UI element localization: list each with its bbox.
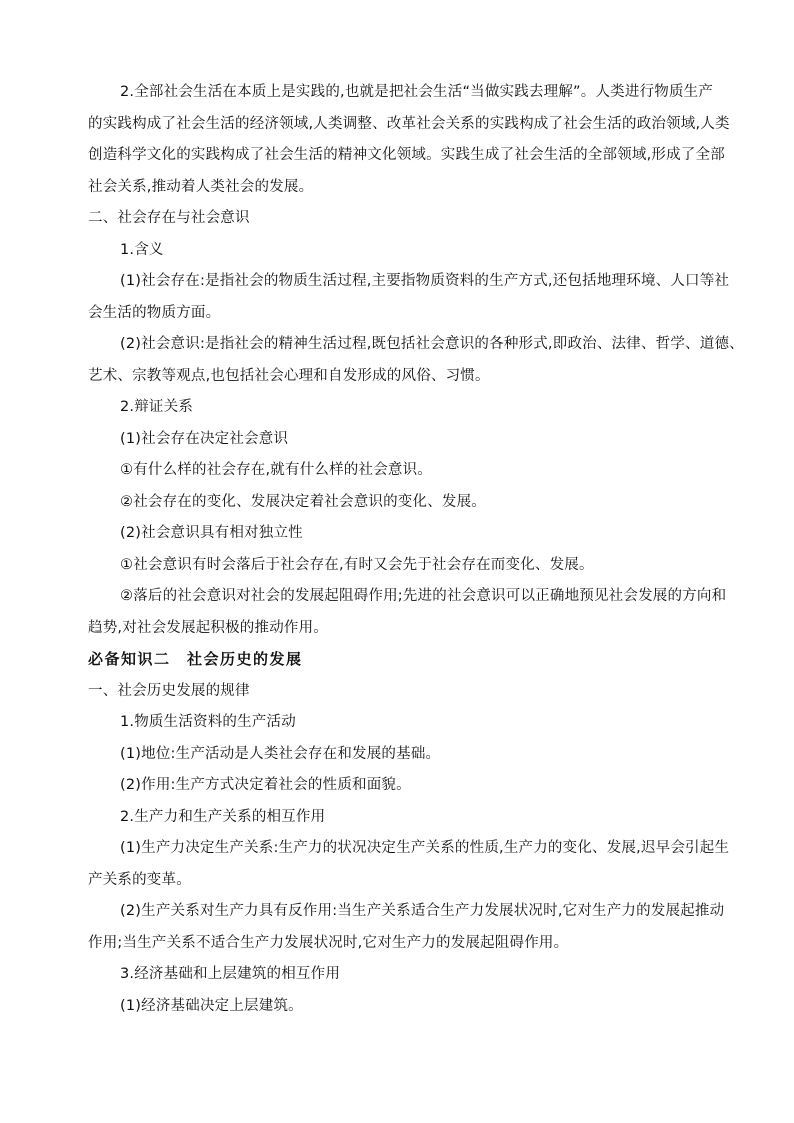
paragraph-line: 趋势,对社会发展起积极的推动作用。 bbox=[88, 620, 329, 636]
paragraph-line: 创造科学文化的实践构成了社会生活的精神文化领域。实践生成了社会生活的全部领域,形成了全部 bbox=[88, 147, 725, 163]
knowledge-heading: 必备知识二 社会历史的发展 bbox=[88, 650, 303, 668]
paragraph-line: (1)社会存在决定社会意识 bbox=[120, 431, 289, 447]
paragraph-line: (2)社会意识:是指社会的精神生活过程,既包括社会意识的各种形式,即政治、法律、哲学、道德、 bbox=[120, 336, 744, 352]
paragraph-line: 的实践构成了社会生活的经济领域,人类调整、改革社会关系的实践构成了社会生活的政治领域,人类 bbox=[88, 116, 730, 132]
paragraph-line: (2)生产关系对生产力具有反作用:当生产关系适合生产力发展状况时,它对生产力的发展起推动 bbox=[120, 903, 725, 919]
section-heading: 一、社会历史发展的规律 bbox=[88, 683, 250, 699]
subsection-heading: 3.经济基础和上层建筑的相互作用 bbox=[120, 966, 341, 982]
paragraph-line: ①社会意识有时会落后于社会存在,有时又会先于社会存在而变化、发展。 bbox=[120, 557, 594, 573]
subsection-heading: 2.辩证关系 bbox=[120, 399, 194, 415]
paragraph-line: 产关系的变革。 bbox=[88, 872, 191, 888]
subsection-heading: 2.生产力和生产关系的相互作用 bbox=[120, 809, 326, 825]
paragraph-line: (1)经济基础决定上层建筑。 bbox=[120, 998, 303, 1014]
section-heading: 二、社会存在与社会意识 bbox=[88, 210, 250, 226]
paragraph-line: ②落后的社会意识对社会的发展起阻碍作用;先进的社会意识可以正确地预见社会发展的方向和 bbox=[120, 588, 727, 604]
paragraph-line: (1)生产力决定生产关系:生产力的状况决定生产关系的性质,生产力的变化、发展,迟早会引起生 bbox=[120, 840, 730, 856]
paragraph-line: ①有什么样的社会存在,就有什么样的社会意识。 bbox=[120, 462, 433, 478]
paragraph-line: (1)地位:生产活动是人类社会存在和发展的基础。 bbox=[120, 746, 441, 762]
subsection-heading: 1.物质生活资料的生产活动 bbox=[120, 714, 296, 730]
paragraph-line: 会生活的物质方面。 bbox=[88, 305, 221, 321]
paragraph-line: 2.全部社会生活在本质上是实践的,也就是把社会生活“当做实践去理解”。人类进行物质生产 bbox=[120, 84, 714, 100]
paragraph-line: (2)作用:生产方式决定着社会的性质和面貌。 bbox=[120, 777, 411, 793]
paragraph-line: 艺术、宗教等观点,也包括社会心理和自发形成的风俗、习惯。 bbox=[88, 368, 490, 384]
paragraph-line: 作用;当生产关系不适合生产力发展状况时,它对生产力的发展起阻碍作用。 bbox=[88, 935, 569, 951]
paragraph-line: ②社会存在的变化、发展决定着社会意识的变化、发展。 bbox=[120, 494, 486, 510]
paragraph-line: (2)社会意识具有相对独立性 bbox=[120, 525, 303, 541]
paragraph-line: 社会关系,推动着人类社会的发展。 bbox=[88, 179, 314, 195]
subsection-heading: 1.含义 bbox=[120, 242, 164, 258]
paragraph-line: (1)社会存在:是指社会的物质生活过程,主要指物质资料的生产方式,还包括地理环境、人口等社 bbox=[120, 273, 730, 289]
